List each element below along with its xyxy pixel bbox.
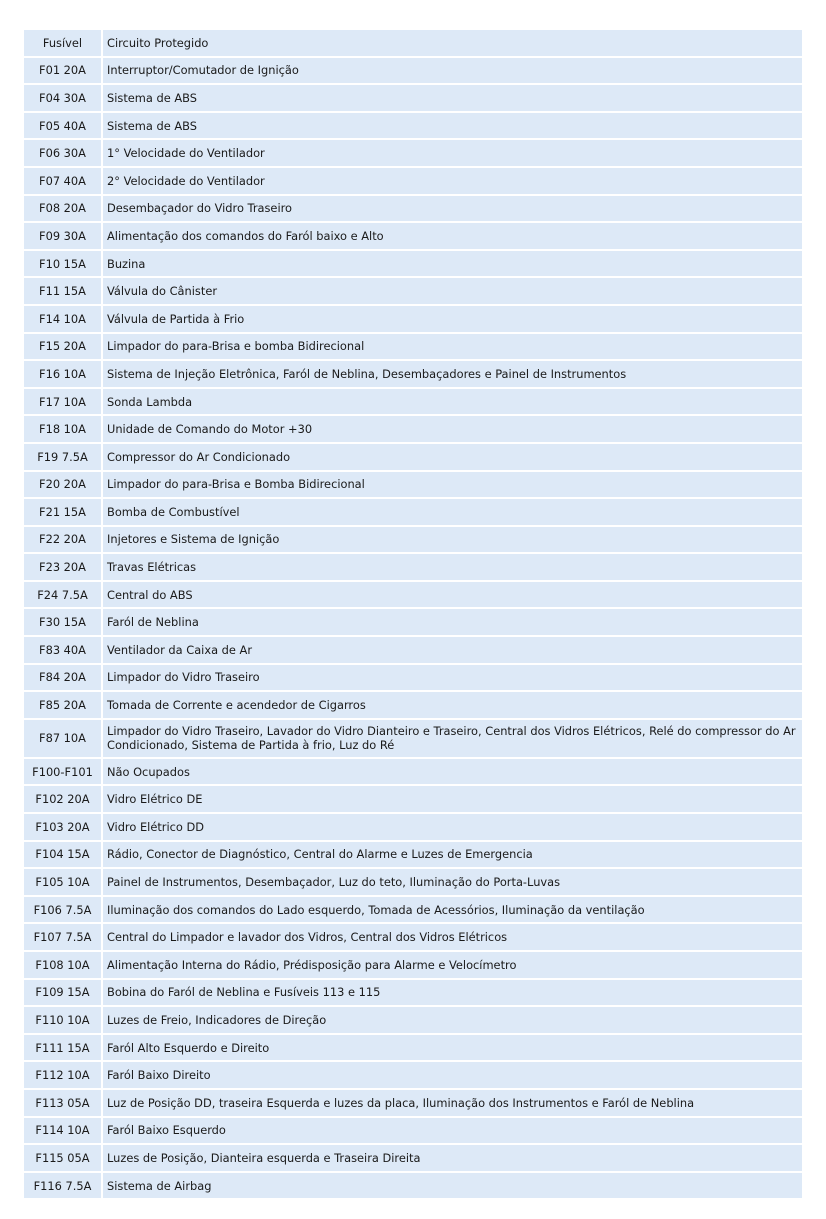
table-row <box>24 527 802 553</box>
circuit-cell: Central do ABS <box>103 582 802 608</box>
table-row <box>24 814 802 840</box>
fuse-cell: F100-F101 <box>24 759 103 785</box>
table-row <box>24 665 802 691</box>
table-row <box>24 1035 802 1061</box>
table-row <box>24 692 802 718</box>
header-fuse: Fusível <box>24 30 103 56</box>
circuit-cell: Compressor do Ar Condicionado <box>103 444 802 470</box>
circuit-cell: Vidro Elétrico DE <box>103 786 802 812</box>
fuse-cell: F23 20A <box>24 554 103 580</box>
circuit-cell: Faról Alto Esquerdo e Direito <box>103 1035 802 1061</box>
fuse-cell: F84 20A <box>24 665 103 691</box>
fuse-cell: F108 10A <box>24 952 103 978</box>
circuit-cell: Limpador do para-Brisa e bomba Bidirecional <box>103 334 802 360</box>
fuse-cell: F110 10A <box>24 1007 103 1033</box>
circuit-cell: Bomba de Combustível <box>103 499 802 525</box>
table-row <box>24 416 802 442</box>
fuse-cell: F114 10A <box>24 1118 103 1144</box>
table-row <box>24 1062 802 1088</box>
table-row <box>24 472 802 498</box>
table-row <box>24 444 802 470</box>
fuse-cell: F107 7.5A <box>24 924 103 950</box>
circuit-cell: Não Ocupados <box>103 759 802 785</box>
fuse-cell: F11 15A <box>24 278 103 304</box>
circuit-cell: Rádio, Conector de Diagnóstico, Central do Alarme e Luzes de Emergencia <box>103 842 802 868</box>
table-row <box>24 842 802 868</box>
table-row <box>24 389 802 415</box>
circuit-cell: Travas Elétricas <box>103 554 802 580</box>
fuse-cell: F103 20A <box>24 814 103 840</box>
table-row <box>24 1118 802 1144</box>
fuse-cell: F10 15A <box>24 251 103 277</box>
table-row <box>24 334 802 360</box>
circuit-cell: 2° Velocidade do Ventilador <box>103 168 802 194</box>
fuse-cell: F17 10A <box>24 389 103 415</box>
fuse-cell: F20 20A <box>24 472 103 498</box>
fuse-table-body <box>24 30 802 1198</box>
fuse-cell: F102 20A <box>24 786 103 812</box>
fuse-cell: F85 20A <box>24 692 103 718</box>
header-circuit: Circuito Protegido <box>103 30 802 56</box>
fuse-cell: F111 15A <box>24 1035 103 1061</box>
circuit-cell: Alimentação Interna do Rádio, Prédisposição para Alarme e Velocímetro <box>103 952 802 978</box>
table-row <box>24 869 802 895</box>
table-row <box>24 759 802 785</box>
circuit-cell: Faról Baixo Esquerdo <box>103 1118 802 1144</box>
table-row <box>24 1145 802 1171</box>
circuit-cell: Faról Baixo Direito <box>103 1062 802 1088</box>
circuit-cell: 1° Velocidade do Ventilador <box>103 140 802 166</box>
circuit-cell: Central do Limpador e lavador dos Vidros, Central dos Vidros Elétricos <box>103 924 802 950</box>
table-row <box>24 85 802 111</box>
circuit-cell: Bobina do Faról de Neblina e Fusíveis 113 e 115 <box>103 980 802 1006</box>
table-row <box>24 1173 802 1199</box>
table-row <box>24 786 802 812</box>
circuit-cell: Alimentação dos comandos do Faról baixo e Alto <box>103 223 802 249</box>
fuse-cell: F105 10A <box>24 869 103 895</box>
circuit-cell: Iluminação dos comandos do Lado esquerdo, Tomada de Acessórios, Iluminação da ventilação <box>103 897 802 923</box>
fuse-cell: F24 7.5A <box>24 582 103 608</box>
table-row <box>24 924 802 950</box>
table-row <box>24 251 802 277</box>
fuse-cell: F05 40A <box>24 113 103 139</box>
circuit-cell: Faról de Neblina <box>103 609 802 635</box>
circuit-cell: Sonda Lambda <box>103 389 802 415</box>
fuse-cell: F106 7.5A <box>24 897 103 923</box>
fuse-cell: F06 30A <box>24 140 103 166</box>
circuit-cell: Ventilador da Caixa de Ar <box>103 637 802 663</box>
circuit-cell: Limpador do para-Brisa e Bomba Bidirecional <box>103 472 802 498</box>
table-row <box>24 1090 802 1116</box>
circuit-cell: Luz de Posição DD, traseira Esquerda e luzes da placa, Iluminação dos Instrumentos e Faról de Neblina <box>103 1090 802 1116</box>
circuit-cell: Injetores e Sistema de Ignição <box>103 527 802 553</box>
table-row <box>24 897 802 923</box>
fuse-table <box>24 28 802 1200</box>
circuit-cell: Interruptor/Comutador de Ignição <box>103 58 802 84</box>
table-row <box>24 168 802 194</box>
fuse-cell: F112 10A <box>24 1062 103 1088</box>
circuit-cell: Painel de Instrumentos, Desembaçador, Luz do teto, Iluminação do Porta-Luvas <box>103 869 802 895</box>
fuse-cell: F09 30A <box>24 223 103 249</box>
fuse-cell: F14 10A <box>24 306 103 332</box>
circuit-cell: Desembaçador do Vidro Traseiro <box>103 196 802 222</box>
fuse-cell: F15 20A <box>24 334 103 360</box>
fuse-cell: F104 15A <box>24 842 103 868</box>
fuse-table-container <box>24 28 802 1200</box>
table-row <box>24 952 802 978</box>
circuit-cell: Luzes de Freio, Indicadores de Direção <box>103 1007 802 1033</box>
fuse-cell: F113 05A <box>24 1090 103 1116</box>
table-row <box>24 554 802 580</box>
table-row <box>24 499 802 525</box>
table-header-row <box>24 30 802 56</box>
circuit-cell: Sistema de ABS <box>103 113 802 139</box>
table-row <box>24 58 802 84</box>
circuit-cell: Limpador do Vidro Traseiro <box>103 665 802 691</box>
fuse-cell: F01 20A <box>24 58 103 84</box>
table-row <box>24 720 802 757</box>
circuit-cell: Válvula do Cânister <box>103 278 802 304</box>
circuit-cell: Válvula de Partida à Frio <box>103 306 802 332</box>
table-row <box>24 980 802 1006</box>
table-row <box>24 582 802 608</box>
fuse-cell: F30 15A <box>24 609 103 635</box>
table-row <box>24 278 802 304</box>
table-row <box>24 306 802 332</box>
fuse-cell: F18 10A <box>24 416 103 442</box>
circuit-cell: Sistema de Airbag <box>103 1173 802 1199</box>
table-row <box>24 223 802 249</box>
circuit-cell: Buzina <box>103 251 802 277</box>
circuit-cell: Vidro Elétrico DD <box>103 814 802 840</box>
fuse-cell: F07 40A <box>24 168 103 194</box>
circuit-cell: Sistema de Injeção Eletrônica, Faról de Neblina, Desembaçadores e Painel de Instrumentos <box>103 361 802 387</box>
circuit-cell: Tomada de Corrente e acendedor de Cigarros <box>103 692 802 718</box>
fuse-cell: F21 15A <box>24 499 103 525</box>
fuse-cell: F115 05A <box>24 1145 103 1171</box>
fuse-cell: F04 30A <box>24 85 103 111</box>
circuit-cell: Luzes de Posição, Dianteira esquerda e Traseira Direita <box>103 1145 802 1171</box>
circuit-cell: Sistema de ABS <box>103 85 802 111</box>
table-row <box>24 196 802 222</box>
table-row <box>24 609 802 635</box>
table-row <box>24 361 802 387</box>
fuse-cell: F19 7.5A <box>24 444 103 470</box>
table-row <box>24 1007 802 1033</box>
fuse-cell: F87 10A <box>24 720 103 757</box>
circuit-cell: Limpador do Vidro Traseiro, Lavador do Vidro Dianteiro e Traseiro, Central dos Vidros Elétricos, Relé do compressor do Ar Condicionado, Sistema de Partida à frio, Luz do Ré <box>103 720 802 757</box>
fuse-cell: F116 7.5A <box>24 1173 103 1199</box>
fuse-cell: F08 20A <box>24 196 103 222</box>
table-row <box>24 113 802 139</box>
circuit-cell: Unidade de Comando do Motor +30 <box>103 416 802 442</box>
fuse-cell: F83 40A <box>24 637 103 663</box>
table-row <box>24 140 802 166</box>
fuse-cell: F109 15A <box>24 980 103 1006</box>
table-row <box>24 637 802 663</box>
fuse-cell: F16 10A <box>24 361 103 387</box>
fuse-cell: F22 20A <box>24 527 103 553</box>
